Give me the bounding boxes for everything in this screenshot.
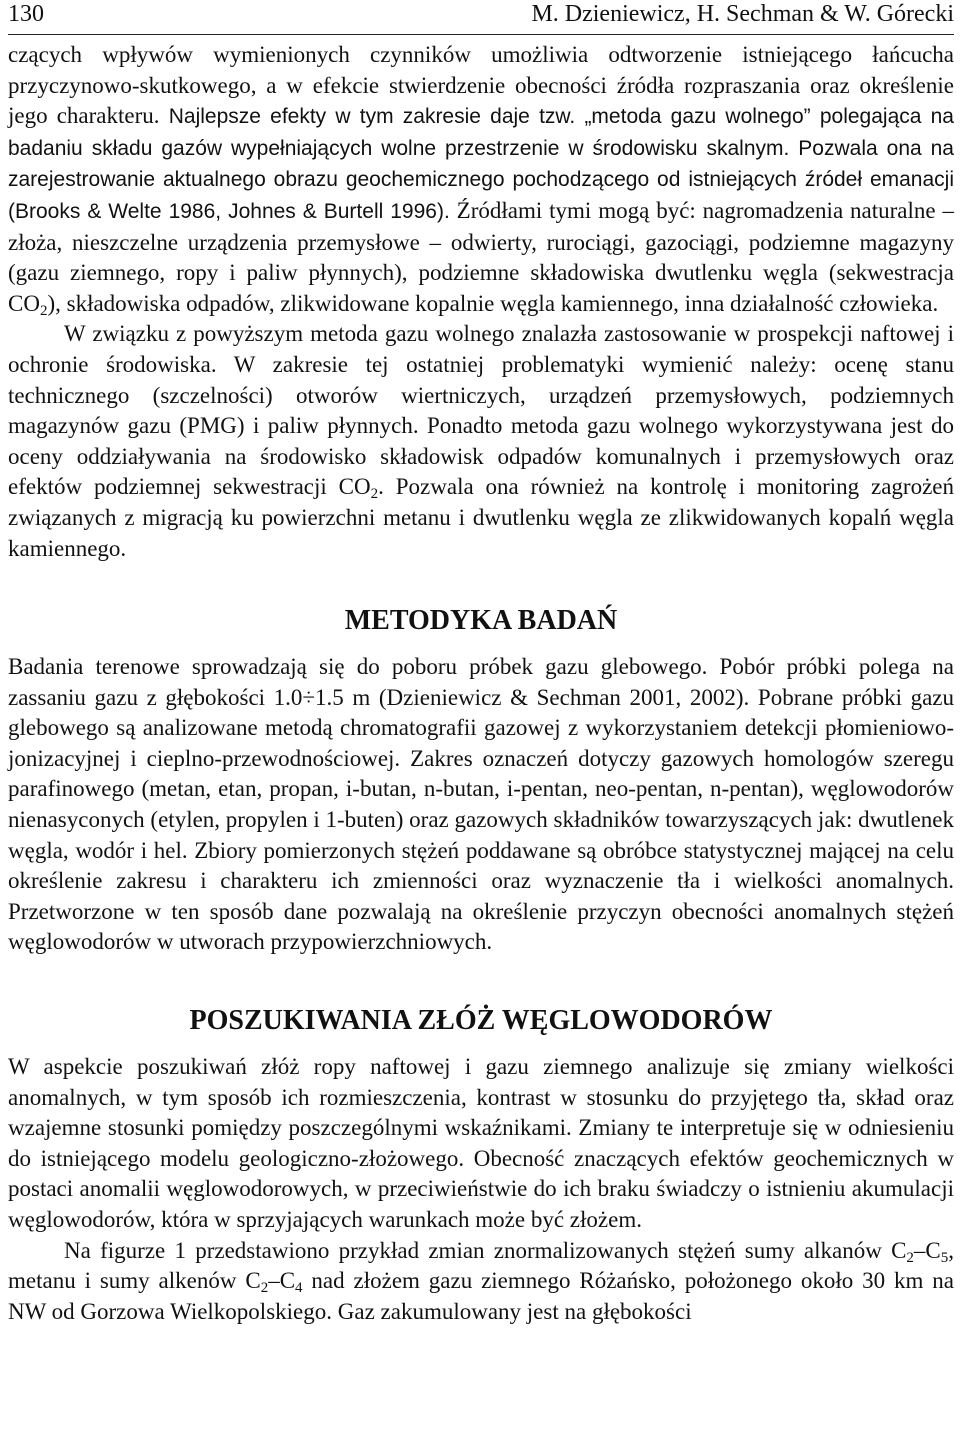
paragraph-2 [8, 319, 954, 564]
paragraph-5-part-b: –C [913, 1237, 941, 1263]
section-heading-poszukiwania: POSZUKIWANIA ZŁÓŻ WĘGLOWODORÓW [189, 1005, 773, 1037]
paragraph-5-part-d: –C [268, 1268, 296, 1294]
section-heading-metodyka: METODYKA BADAŃ [344, 605, 618, 637]
paragraph-1-part-d: ), składowiska odpadów, zlikwidowane kopalnie węgla kamiennego, inna działalność człowieka. [47, 290, 939, 316]
paragraph-1-part-a: czących wpływów wymienionych czynników umożliwia odtworzenie istniejącego łańcucha przyczynowo-skutkowego, a w efekcie stwierdzenie obecności źródła rozpraszania oraz określenie jego charakteru. [8, 42, 954, 129]
paragraph-3: Badania terenowe sprowadzają się do poboru próbek gazu glebowego. Pobór próbki polega na zassaniu gazu z głębokości 1.0÷1.5 m (Dzieniewicz & Sechman 2001, 2002). Pobrane próbki gazu glebowego są analizowane metodą chromatografii gazowej z wykorzystaniem detekcji płomieniowo-jonizacyjnej i cieplno-przewodnościowej. Zakres oznaczeń dotyczy gazowych homologów szeregu parafinowego (metan, etan, propan, i-butan, n-butan, i-pentan, neo-pentan, n-pentan), węglowodorów nienasyconych (etylen, propylen i 1-buten) oraz gazowych składników towarzyszących jak: dwutlenek węgla, wodór i hel. Zbiory pomierzonych stężeń poddawane są obróbce statystycznej mającej na celu określenie zakresu i charakteru ich zmienności oraz wyznaczenie tła i wielkości anomalnych. Przetworzone w ten sposób dane pozwalają na określenie przyczyn obecności anomalnych stężeń węglowodorów w utworach przypowierzchniowych. [8, 654, 954, 955]
paragraph-2-part-a: W związku z powyższym metoda gazu wolnego znalazła zastosowanie w prospekcji naftowej i ochronie środowiska. W zakresie tej ostatniej problematyki wymienić należy: ocenę stanu technicznego (szczelności) otworów wiertniczych, urządzeń przemysłowych, podziemnych magazynów gazu (PMG) i paliw płynnych. Ponadto metoda gazu wolnego wykorzystywana jest do oceny oddziaływania na środowisko składowisk odpadów komunalnych i przemysłowych oraz efektów podziemnej sekwestracji CO [8, 321, 954, 500]
subscript: 2 [260, 1280, 269, 1297]
paragraph-1-part-b: Najlepsze efekty w tym zakresie daje tzw. „metoda gazu wolnego” polegająca na badaniu składu gazów wypełniających wolne przestrzenie w środowisku skalnym. Pozwala ona na zarejestrowanie aktualnego obrazu geochemicznego pochodzącego od istniejących źródeł emanacji (Brooks & Welte 1986, Johnes & Burtell 1996). [8, 105, 954, 223]
paragraph-5-part-a: Na figurze 1 przedstawiono przykład zmian znormalizowanych stężeń sumy alkanów C [64, 1237, 907, 1263]
paragraph-5 [8, 1236, 954, 1328]
paragraph-4: W aspekcie poszukiwań złóż ropy naftowej i gazu ziemnego analizuje się zmiany wielkości anomalnych, w tym sposób ich rozmieszczenia, kontrast w stosunku do przyjętego tła, skład oraz wzajemne stosunki pomiędzy poszczególnymi wskaźnikami. Zmiany te interpretuje się w odniesieniu do istniejącego modelu geologiczno-złożowego. Obecność znaczących efektów geochemicznych w postaci anomalii węglowodorowych, w przeciwieństwie do ich braku świadczy o istnieniu akumulacji węglowodorów, która w sprzyjających warunkach może być złożem. [8, 1054, 954, 1232]
paragraph-5-part-e: nad złożem gazu ziemnego Różańsko, położonego około 30 km na NW od Gorzowa Wielkopolskiego. Gaz zakumulowany jest na głębokości [8, 1268, 954, 1324]
subscript: 2 [906, 1249, 914, 1266]
paragraph-5-part-c: , metanu i sumy alkenów C [8, 1237, 954, 1294]
subscript: 5 [940, 1249, 949, 1266]
paragraph-1-part-c: Źródłami tymi mogą być: nagromadzenia naturalne – złoża, nieszczelne urządzenia przemysłowe – odwierty, rurociągi, gazociągi, podziemne magazyny (gazu ziemnego, ropy i paliw płynnych), podziemne składowiska dwutlenku węgla (sekwestracja CO [8, 197, 954, 316]
article-body [8, 40, 954, 1327]
paragraph-2-part-b: . Pozwala ona również na kontrolę i monitoring zagrożeń związanych z migracją ku powierzchni metanu i dwutlenku węgla ze zlikwidowanych kopalń węgla kamiennego. [8, 474, 955, 561]
page-number: 130 [8, 1, 44, 27]
subscript: 2 [370, 486, 379, 503]
subscript: 2 [39, 302, 48, 319]
subscript: 4 [295, 1280, 303, 1297]
paragraph-1 [8, 40, 954, 319]
page-header [8, 0, 954, 35]
running-head: M. Dzieniewicz, H. Sechman & W. Górecki [531, 1, 954, 27]
